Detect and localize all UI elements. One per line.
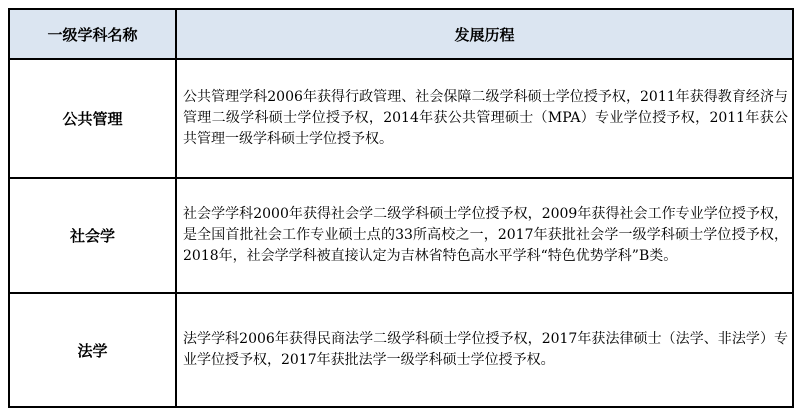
discipline-table (8, 8, 794, 408)
table-row (9, 59, 793, 178)
table-row (9, 178, 793, 293)
history-cell: 社会学学科2000年获得社会学二级学科硕士学位授予权，2009年获得社会工作专业学位授予权，是全国首批社会工作专业硕士点的33所高校之一，2017年获批社会学一级学科硕士学位授予权，2018年，社会学学科被直接认定为吉林省特色高水平学科“特色优势学科”B类。 (176, 178, 793, 293)
header-subject-name: 一级学科名称 (9, 9, 176, 59)
subject-cell: 法学 (9, 293, 176, 407)
subject-cell: 公共管理 (9, 59, 176, 178)
history-cell: 法学学科2006年获得民商法学二级学科硕士学位授予权，2017年获法律硕士（法学、非法学）专业学位授予权，2017年获批法学一级学科硕士学位授予权。 (176, 293, 793, 407)
subject-cell: 社会学 (9, 178, 176, 293)
history-cell: 公共管理学科2006年获得行政管理、社会保障二级学科硕士学位授予权，2011年获得教育经济与管理二级学科硕士学位授予权，2014年获公共管理硕士（MPA）专业学位授予权，2011年获公共管理一级学科硕士学位授予权。 (176, 59, 793, 178)
table-header-row (9, 9, 793, 59)
header-development-history: 发展历程 (176, 9, 793, 59)
table-row (9, 293, 793, 407)
